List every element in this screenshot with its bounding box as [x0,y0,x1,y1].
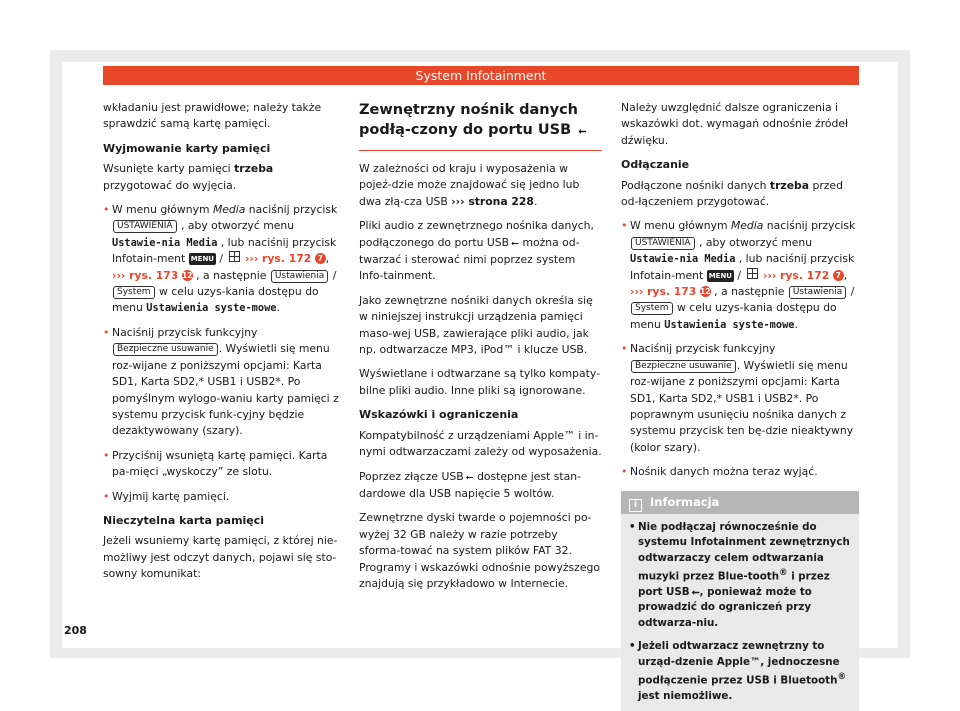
info-box-header: i Informacja [621,491,859,514]
ustawienia-softkey: Ustawienia [789,286,846,299]
heading-disconnect: Odłączanie [621,158,690,172]
paragraph: Jako zewnętrzne nośniki danych określa się w niniejszej instrukcji urządzenia pamięci maso‐wej USB, zawierające pliki audio, jak np. odtwarzacze MP3, iPod™ i klucze USB. [359,293,593,357]
callout-number: 7 [315,253,326,264]
bullet-icon: • [103,203,110,217]
bullet-icon: • [629,520,636,533]
figure-ref: ››› rys. 173 [112,268,179,282]
system-softkey: System [113,286,155,299]
bullet-icon: • [103,489,110,503]
paragraph: Pliki audio z zewnętrznego nośnika danych, podłączonego do portu USB ⭠ można od‐twarzać i sterować nimi poprzez system Info‐tainment. [359,219,594,283]
section-title: Zewnętrzny nośnik danych podłą‐czony do portu USB ⭠ [359,100,602,151]
list-item: • Naciśnij przycisk funkcyjny Bezpieczne usuwanie . Wyświetli się menu roz‐wijane z poniższymi opcjami: Karta SD1, Karta SD2,* USB1 i USB2*. Po poprawnym usunięciu nośnika danych z systemu przycisk ten bę‐dzie nieaktywny (kolor szary). [621,342,854,454]
system-softkey: System [631,302,673,315]
paragraph: Poprzez złącze USB ⭠ dostępne jest stan‐dardowe dla USB napięcie 5 woltów. [359,469,581,500]
paragraph: Wyświetlane i odtwarzane są tylko kompaty‐bilne pliki audio. Inne pliki są ignorowane. [359,367,601,397]
heading-remove-card: Wyjmowanie karty pamięci [103,141,271,155]
callout-number: 12 [182,270,193,280]
paragraph: Wsunięte karty pamięci trzeba przygotować do wyjęcia. [103,162,274,192]
column-middle [359,100,602,600]
paragraph: W zależności od kraju i wyposażenia w pojeź‐dzie może znajdować się jedno lub dwa złą‐cza USB ››› strona 228. [359,162,580,208]
apps-grid-icon [747,268,758,279]
apps-grid-icon [229,251,240,262]
ustawienia-softkey: Ustawienia [271,270,328,283]
list-item: • W menu głównym Media naciśnij przycisk USTAWIENIA , aby otworzyć menu Ustawie‐nia Media , lub naciśnij przycisk Infotain‐ment MENU / ››› rys. 172 7 , ››› rys. 173 12 , a następnie Ustawienia / System w celu uzys‐kania dostępu do menu Ustawienia syste‐mowe. [621,219,856,331]
usb-icon: ⭠ [465,471,474,483]
bullet-icon: • [629,640,636,653]
column-right [621,100,859,711]
page-ref: ››› strona 228 [451,194,534,208]
paragraph: Jeżeli wsuniemy kartę pamięci, z której nie‐możliwy jest odczyt danych, pojawi się sto‐sowny komunikat: [103,534,338,581]
safe-remove-softkey: Bezpieczne usuwanie [631,360,736,373]
bullet-icon: • [103,448,110,462]
bullet-icon: • [103,325,110,339]
menu-key-icon: MENU [190,255,214,264]
info-box-body [621,514,859,711]
list-item: • Naciśnij przycisk funkcyjny Bezpieczne usuwanie . Wyświetli się menu roz‐wijane z poniższymi opcjami: Karta SD1, Karta SD2,* USB1 i USB2*. Po pomyślnym wylogo‐waniu karty pamięci z systemu przycisk funk‐cyjny będzie dezaktywowany (szary). [103,325,339,438]
list-item: • Nie podłączaj równocześnie do systemu Infotainment zewnętrznych odtwarzaczy celem odtwarzania muzyki przez Blue‐tooth® i przez port USB ⭠, ponieważ może to prowadzić do ograniczeń przy odtwarza‐niu. [629,520,850,629]
figure-ref: ››› rys. 173 [630,285,697,299]
list-item: • W menu głównym Media naciśnij przycisk USTAWIENIA , aby otworzyć menu Ustawie‐nia Media , lub naciśnij przycisk Infotain‐ment MENU / ››› rys. 172 7 , ››› rys. 173 12 , a następnie Ustawienia / System w celu uzys‐kania dostępu do menu Ustawienia syste‐mowe. [103,203,338,315]
callout-number: 12 [700,287,711,297]
callout-number: 7 [833,270,844,281]
ustawienia-key: USTAWIENIA [113,220,177,233]
info-icon: i [629,499,642,512]
heading-tips: Wskazówki i ograniczenia [359,408,519,422]
info-box [621,491,859,711]
paragraph: wkładaniu jest prawidłowe; należy także sprawdzić samą kartę pamięci. [103,101,322,131]
heading-unreadable-card: Nieczytelna karta pamięci [103,513,265,527]
page-header: System Infotainment [103,66,859,85]
safe-remove-softkey: Bezpieczne usuwanie [113,343,218,356]
paragraph: Zewnętrzne dyski twarde o pojemności po‐wyżej 32 GB należy w razie potrzeby sforma‐tować na system plików FAT 32. Programy i wskazówki odnośnie powyższego znajdują się przykładowo w Internecie. [359,511,600,590]
bullet-icon: • [621,342,628,356]
bullet-icon: • [621,219,628,233]
ustawienia-key: USTAWIENIA [631,237,695,250]
paragraph: Podłączone nośniki danych trzeba przed od‐łączeniem przygotować. [621,178,843,209]
paragraph: Należy uwzględnić dalsze ograniczenia i wskazówki dot. wymagań odnośnie źródeł dźwięku. [621,101,849,147]
page-number: 208 [64,624,87,637]
usb-icon: ⭠ [511,237,520,249]
bullet-icon: • [621,465,628,479]
column-left [103,100,341,591]
menu-key-icon: MENU [708,271,732,280]
list-item: • Nośnik danych można teraz wyjąć. [621,464,859,480]
usb-icon: ⭠ [578,126,587,137]
figure-ref: ››› rys. 172 [244,252,312,266]
figure-ref: ››› rys. 172 [762,268,830,282]
usb-icon: ⭠ [691,586,700,598]
paragraph: Kompatybilność z urządzeniami Apple™ i in‐nymi odtwarzaczami zależy od wyposażenia. [359,428,602,459]
list-item: • Wyjmij kartę pamięci. [103,489,341,505]
list-item: • Przyciśnij wsuniętą kartę pamięci. Karta pa‐mięci „wyskoczy” ze slotu. [103,448,328,479]
list-item: • Jeżeli odtwarzacz zewnętrzny to urząd‐dzenie Apple™, jednoczesne podłączenie przez USB i Bluetooth® jest niemożliwe. [629,640,847,703]
